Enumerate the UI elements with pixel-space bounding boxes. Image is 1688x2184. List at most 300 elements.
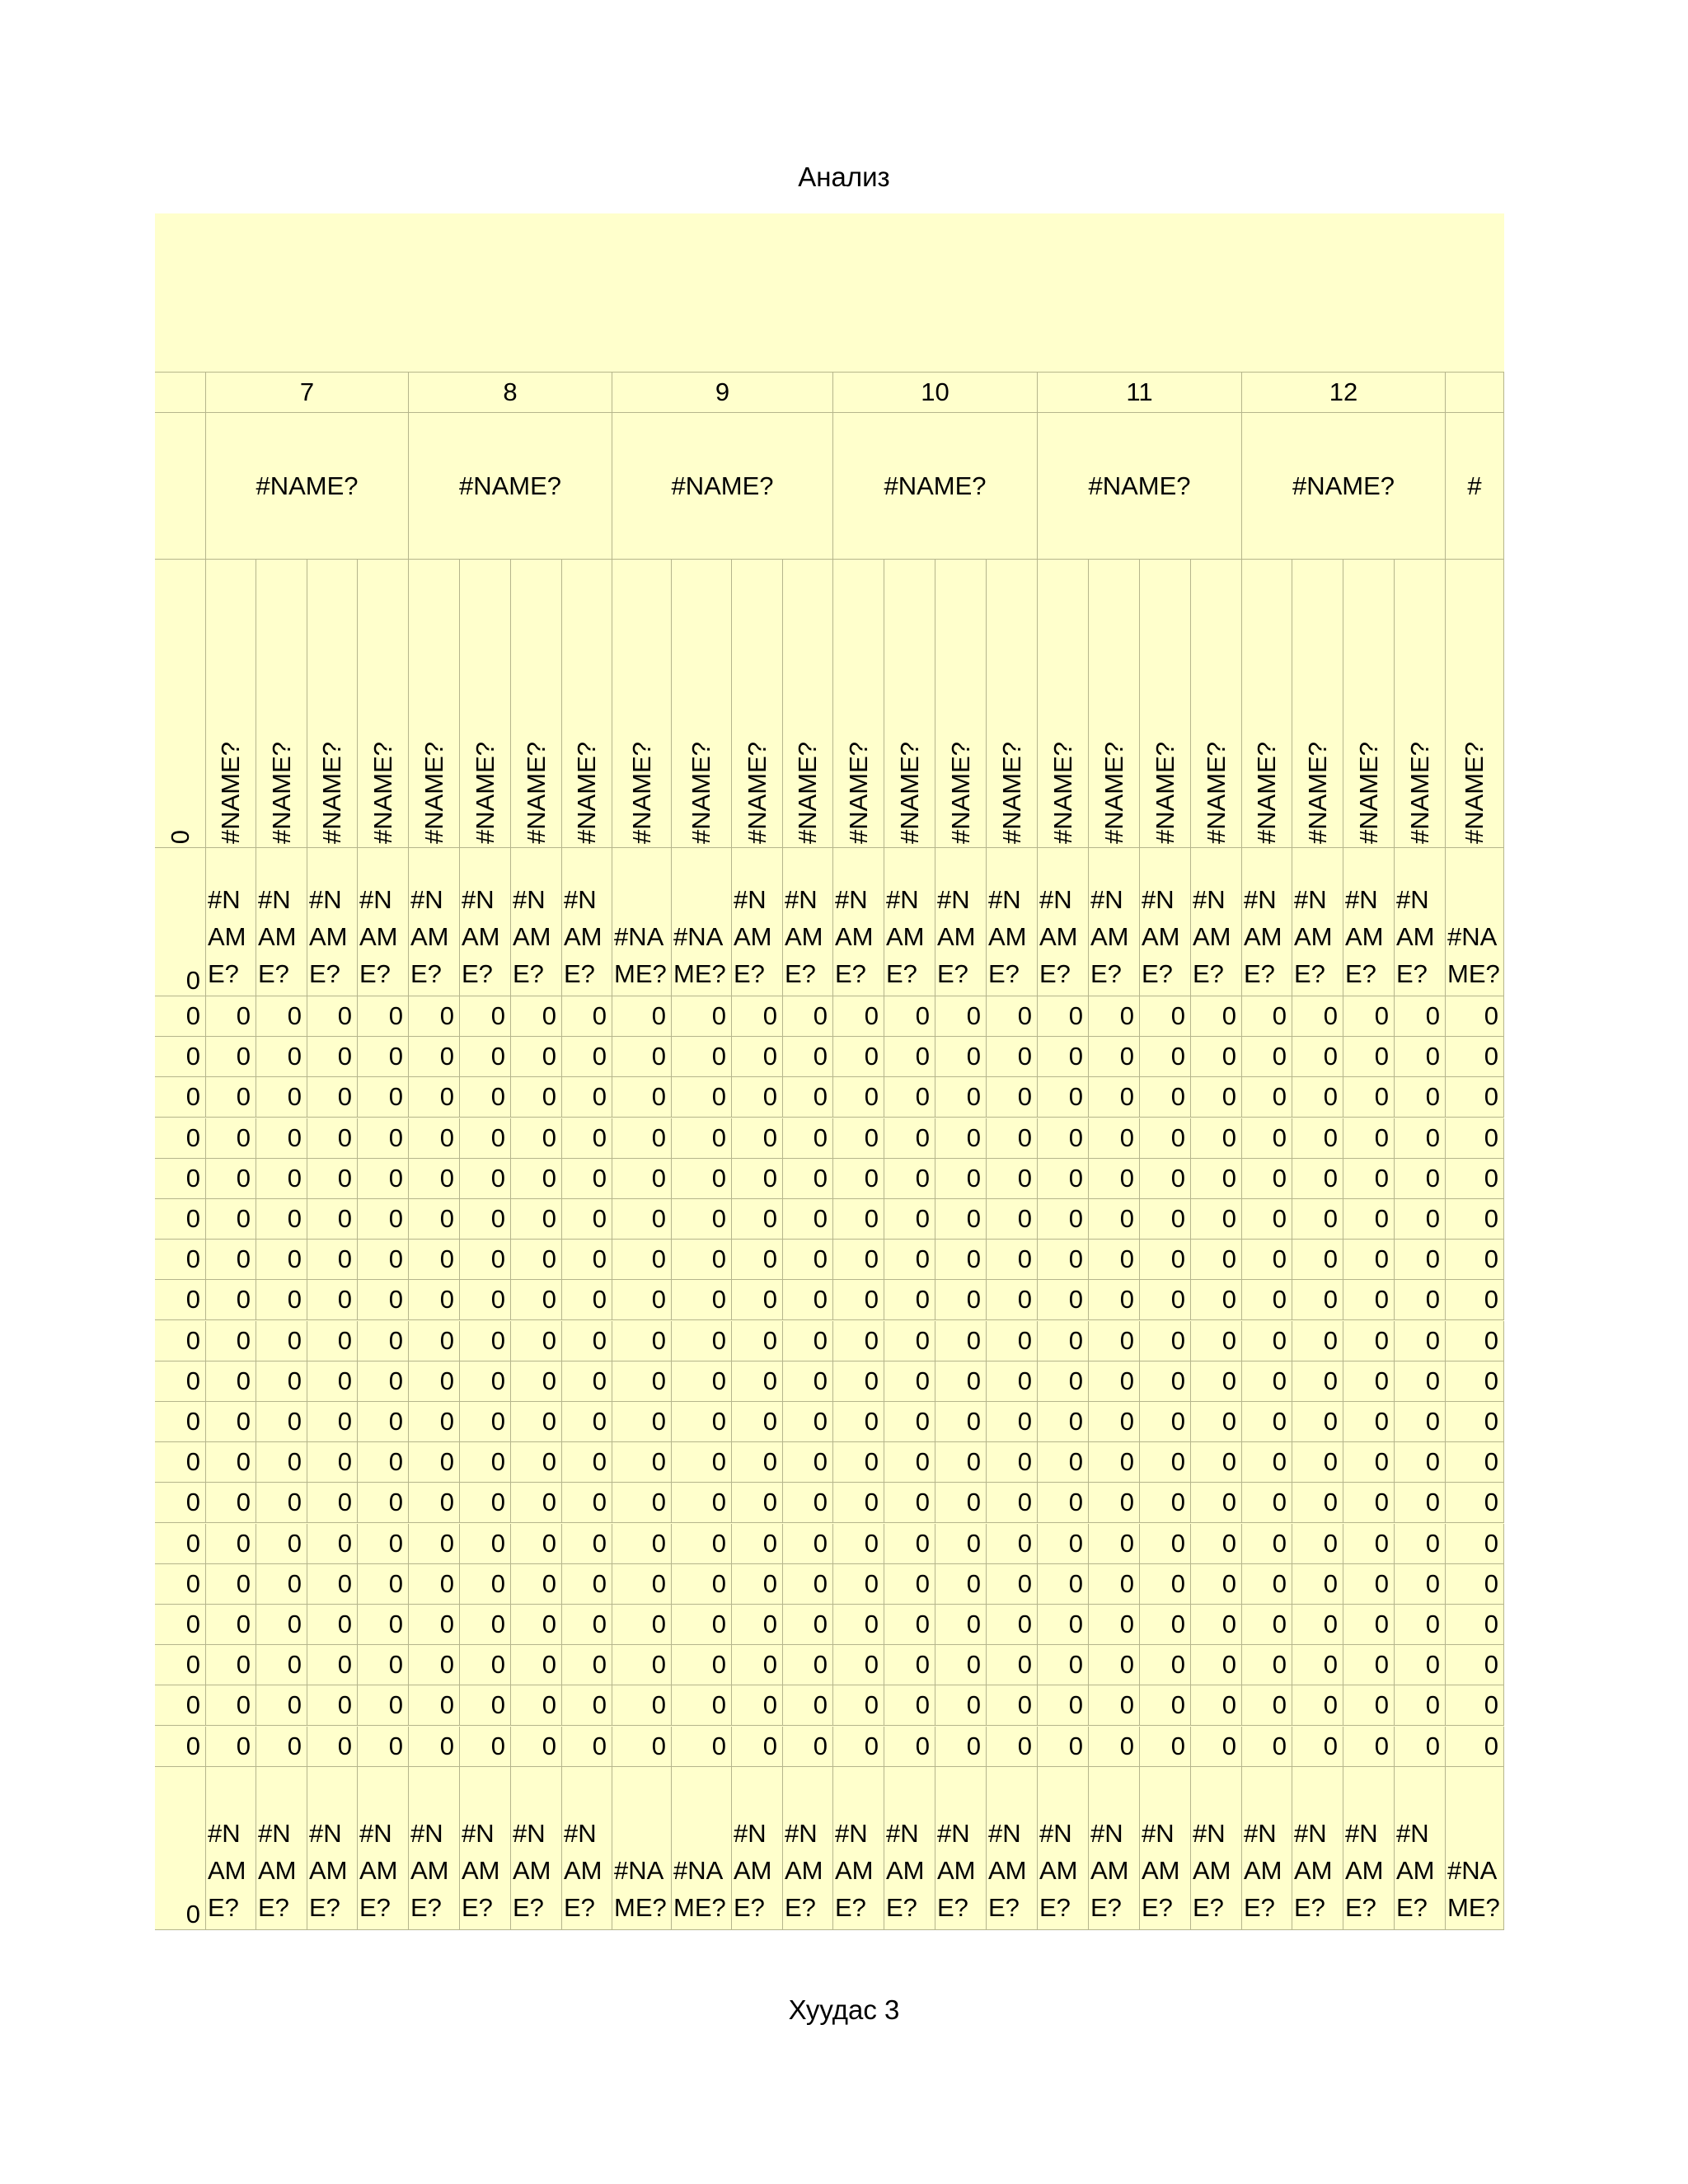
wrapped-header-cell[interactable]: #NAME? [732, 848, 783, 996]
table-cell[interactable]: 0 [672, 1118, 732, 1159]
table-cell[interactable]: 0 [460, 1199, 511, 1240]
table-cell[interactable]: 0 [1395, 996, 1446, 1037]
table-cell[interactable]: 0 [1242, 1402, 1292, 1442]
table-cell[interactable]: 0 [409, 1321, 460, 1361]
summary-cell[interactable]: #NAME? [1089, 1767, 1140, 1930]
table-cell[interactable]: 0 [307, 1524, 358, 1564]
table-cell[interactable]: 0 [612, 1483, 672, 1523]
table-cell[interactable]: 0 [1292, 1442, 1343, 1483]
table-cell[interactable]: 0 [987, 1280, 1038, 1320]
table-cell[interactable]: 0 [672, 1483, 732, 1523]
table-cell[interactable]: 0 [256, 1605, 307, 1645]
table-cell[interactable]: 0 [1191, 1280, 1242, 1320]
table-cell[interactable]: 0 [1292, 1118, 1343, 1159]
table-cell[interactable]: 0 [1292, 1645, 1343, 1685]
table-cell[interactable]: 0 [1242, 1321, 1292, 1361]
table-cell[interactable]: 0 [307, 1321, 358, 1361]
table-cell[interactable]: 0 [155, 1645, 206, 1685]
table-cell[interactable]: 0 [987, 1727, 1038, 1767]
table-cell[interactable]: 0 [1343, 1199, 1395, 1240]
table-cell[interactable]: 0 [511, 1524, 562, 1564]
wrapped-header-cell[interactable]: #NAME? [884, 848, 935, 996]
group-name-cell[interactable]: #NAME? [833, 413, 1038, 560]
group-number-cell[interactable]: 9 [612, 373, 833, 413]
table-cell[interactable]: 0 [987, 1159, 1038, 1199]
table-cell[interactable]: 0 [155, 1280, 206, 1320]
table-cell[interactable]: 0 [1191, 1402, 1242, 1442]
table-cell[interactable]: 0 [155, 1483, 206, 1523]
wrapped-header-cell[interactable]: #NAME? [987, 848, 1038, 996]
table-cell[interactable]: 0 [833, 1240, 884, 1280]
table-cell[interactable]: 0 [612, 1442, 672, 1483]
table-cell[interactable]: 0 [1140, 1199, 1191, 1240]
table-cell[interactable]: 0 [1191, 1564, 1242, 1605]
table-cell[interactable]: 0 [672, 1524, 732, 1564]
table-cell[interactable]: 0 [460, 1037, 511, 1077]
table-cell[interactable]: 0 [1343, 996, 1395, 1037]
table-cell[interactable]: 0 [1191, 1442, 1242, 1483]
table-cell[interactable]: 0 [206, 1483, 256, 1523]
table-cell[interactable]: 0 [612, 1077, 672, 1118]
table-cell[interactable]: 0 [783, 1524, 833, 1564]
rotated-header-cell[interactable] [884, 560, 935, 848]
table-cell[interactable]: 0 [1343, 1727, 1395, 1767]
group-number-cell[interactable]: 10 [833, 373, 1038, 413]
rotated-header-cell[interactable] [1242, 560, 1292, 848]
table-cell[interactable]: 0 [155, 1361, 206, 1402]
table-cell[interactable]: 0 [1038, 1361, 1089, 1402]
table-cell[interactable]: 0 [884, 1037, 935, 1077]
summary-cell[interactable]: #NAME? [884, 1767, 935, 1930]
table-cell[interactable]: 0 [1140, 1361, 1191, 1402]
table-cell[interactable]: 0 [1343, 1240, 1395, 1280]
table-cell[interactable]: 0 [562, 1321, 612, 1361]
table-cell[interactable]: 0 [1395, 1037, 1446, 1077]
table-cell[interactable]: 0 [1395, 1524, 1446, 1564]
table-cell[interactable]: 0 [460, 1727, 511, 1767]
table-cell[interactable]: 0 [256, 1321, 307, 1361]
table-cell[interactable]: 0 [672, 1442, 732, 1483]
table-cell[interactable]: 0 [562, 1199, 612, 1240]
rotated-header-cell[interactable] [1038, 560, 1089, 848]
rotated-header-cell[interactable] [1140, 560, 1191, 848]
table-cell[interactable]: 0 [987, 1321, 1038, 1361]
table-cell[interactable]: 0 [1343, 1118, 1395, 1159]
table-cell[interactable]: 0 [935, 1199, 987, 1240]
summary-cell[interactable]: #NAME? [1038, 1767, 1089, 1930]
table-cell[interactable]: 0 [409, 1280, 460, 1320]
table-cell[interactable]: 0 [1343, 1645, 1395, 1685]
table-cell[interactable]: 0 [732, 1037, 783, 1077]
table-cell[interactable]: 0 [1038, 996, 1089, 1037]
table-cell[interactable]: 0 [1191, 1645, 1242, 1685]
table-cell[interactable]: 0 [1292, 1727, 1343, 1767]
table-cell[interactable]: 0 [1395, 1685, 1446, 1726]
table-cell[interactable]: 0 [884, 1159, 935, 1199]
table-cell[interactable]: 0 [409, 1605, 460, 1645]
table-cell[interactable]: 0 [511, 1159, 562, 1199]
table-cell[interactable]: 0 [833, 1442, 884, 1483]
table-cell[interactable]: 0 [1446, 1605, 1504, 1645]
table-cell[interactable]: 0 [672, 996, 732, 1037]
table-cell[interactable]: 0 [1446, 1280, 1504, 1320]
table-cell[interactable]: 0 [460, 996, 511, 1037]
table-cell[interactable]: 0 [1038, 1402, 1089, 1442]
table-cell[interactable]: 0 [732, 1645, 783, 1685]
table-cell[interactable]: 0 [460, 1077, 511, 1118]
table-cell[interactable]: 0 [1395, 1199, 1446, 1240]
table-cell[interactable]: 0 [1140, 1159, 1191, 1199]
wrapped-header-cell[interactable]: #NAME? [1242, 848, 1292, 996]
table-cell[interactable]: 0 [884, 1564, 935, 1605]
table-cell[interactable]: 0 [884, 1402, 935, 1442]
table-cell[interactable]: 0 [409, 1564, 460, 1605]
table-cell[interactable]: 0 [307, 996, 358, 1037]
wrapped-header-cell[interactable]: #NAME? [511, 848, 562, 996]
table-cell[interactable]: 0 [1446, 996, 1504, 1037]
table-cell[interactable]: 0 [1343, 1685, 1395, 1726]
table-cell[interactable]: 0 [511, 1118, 562, 1159]
table-cell[interactable]: 0 [1292, 1361, 1343, 1402]
table-cell[interactable]: 0 [206, 1442, 256, 1483]
table-cell[interactable]: 0 [1038, 1159, 1089, 1199]
group-name-cell[interactable]: # [1446, 413, 1504, 560]
table-cell[interactable]: 0 [1140, 1118, 1191, 1159]
table-cell[interactable]: 0 [935, 1727, 987, 1767]
table-cell[interactable]: 0 [358, 1402, 409, 1442]
table-cell[interactable]: 0 [1191, 1524, 1242, 1564]
table-cell[interactable]: 0 [358, 1645, 409, 1685]
table-cell[interactable]: 0 [833, 1564, 884, 1605]
table-cell[interactable]: 0 [935, 1483, 987, 1523]
table-cell[interactable]: 0 [409, 1645, 460, 1685]
table-cell[interactable]: 0 [1242, 996, 1292, 1037]
table-cell[interactable]: 0 [256, 1240, 307, 1280]
table-cell[interactable]: 0 [1395, 1159, 1446, 1199]
table-cell[interactable]: 0 [1191, 1727, 1242, 1767]
table-cell[interactable]: 0 [562, 1483, 612, 1523]
table-cell[interactable]: 0 [1395, 1727, 1446, 1767]
table-cell[interactable]: 0 [409, 1442, 460, 1483]
table-cell[interactable]: 0 [672, 1280, 732, 1320]
rotated-header-cell[interactable] [833, 560, 884, 848]
table-cell[interactable]: 0 [1343, 1483, 1395, 1523]
table-cell[interactable]: 0 [511, 1280, 562, 1320]
table-cell[interactable]: 0 [935, 1524, 987, 1564]
table-cell[interactable]: 0 [562, 1361, 612, 1402]
table-cell[interactable]: 0 [833, 1524, 884, 1564]
table-cell[interactable]: 0 [1140, 1077, 1191, 1118]
wrapped-header-cell[interactable]: #NAME? [935, 848, 987, 996]
table-cell[interactable]: 0 [935, 1685, 987, 1726]
wrapped-header-cell[interactable]: #NAME? [1343, 848, 1395, 996]
table-cell[interactable]: 0 [884, 1645, 935, 1685]
table-cell[interactable]: 0 [358, 1442, 409, 1483]
summary-cell[interactable]: #NAME? [672, 1767, 732, 1930]
table-cell[interactable]: 0 [1089, 1280, 1140, 1320]
table-cell[interactable]: 0 [833, 1483, 884, 1523]
table-cell[interactable]: 0 [307, 1240, 358, 1280]
table-cell[interactable]: 0 [732, 1280, 783, 1320]
table-cell[interactable]: 0 [1446, 1442, 1504, 1483]
wrapped-header-cell[interactable]: #NAME? [1395, 848, 1446, 996]
rotated-header-cell[interactable] [612, 560, 672, 848]
table-cell[interactable]: 0 [1191, 1199, 1242, 1240]
table-cell[interactable]: 0 [307, 1361, 358, 1402]
table-cell[interactable]: 0 [358, 1564, 409, 1605]
table-cell[interactable]: 0 [562, 1605, 612, 1645]
wrapped-header-cell[interactable]: #NAME? [307, 848, 358, 996]
table-cell[interactable]: 0 [460, 1402, 511, 1442]
table-cell[interactable]: 0 [1038, 1605, 1089, 1645]
table-cell[interactable]: 0 [935, 1605, 987, 1645]
table-cell[interactable]: 0 [1395, 1605, 1446, 1645]
table-cell[interactable]: 0 [833, 1199, 884, 1240]
table-cell[interactable]: 0 [935, 1240, 987, 1280]
table-cell[interactable]: 0 [783, 1564, 833, 1605]
table-cell[interactable]: 0 [155, 1321, 206, 1361]
table-cell[interactable]: 0 [1292, 1483, 1343, 1523]
table-cell[interactable]: 0 [307, 1118, 358, 1159]
table-cell[interactable]: 0 [1242, 1727, 1292, 1767]
summary-cell[interactable]: #NAME? [783, 1767, 833, 1930]
table-cell[interactable]: 0 [562, 1077, 612, 1118]
table-cell[interactable]: 0 [206, 996, 256, 1037]
table-cell[interactable]: 0 [409, 1199, 460, 1240]
table-cell[interactable]: 0 [833, 1361, 884, 1402]
table-cell[interactable]: 0 [511, 1077, 562, 1118]
rotated-header-cell[interactable] [460, 560, 511, 848]
table-cell[interactable]: 0 [1089, 1524, 1140, 1564]
table-cell[interactable]: 0 [256, 1685, 307, 1726]
table-cell[interactable]: 0 [511, 1402, 562, 1442]
table-cell[interactable]: 0 [1038, 1483, 1089, 1523]
table-cell[interactable]: 0 [672, 1605, 732, 1645]
summary-cell[interactable]: #NAME? [256, 1767, 307, 1930]
table-cell[interactable]: 0 [155, 1118, 206, 1159]
table-cell[interactable]: 0 [307, 1483, 358, 1523]
table-cell[interactable]: 0 [612, 1118, 672, 1159]
table-cell[interactable]: 0 [833, 1645, 884, 1685]
table-cell[interactable]: 0 [511, 1564, 562, 1605]
table-cell[interactable]: 0 [1446, 1645, 1504, 1685]
table-cell[interactable]: 0 [612, 1280, 672, 1320]
table-cell[interactable]: 0 [358, 996, 409, 1037]
table-cell[interactable]: 0 [783, 1199, 833, 1240]
table-cell[interactable]: 0 [307, 1280, 358, 1320]
summary-cell[interactable]: #NAME? [1292, 1767, 1343, 1930]
table-cell[interactable]: 0 [1446, 1037, 1504, 1077]
table-cell[interactable]: 0 [1089, 1685, 1140, 1726]
table-cell[interactable]: 0 [1343, 1321, 1395, 1361]
table-cell[interactable]: 0 [1292, 1280, 1343, 1320]
table-cell[interactable]: 0 [1191, 1240, 1242, 1280]
table-cell[interactable]: 0 [460, 1605, 511, 1645]
table-cell[interactable]: 0 [1089, 1483, 1140, 1523]
rotated-header-cell[interactable] [358, 560, 409, 848]
rotated-header-cell[interactable] [1191, 560, 1242, 848]
summary-cell[interactable]: #NAME? [307, 1767, 358, 1930]
table-cell[interactable]: 0 [1292, 1524, 1343, 1564]
table-cell[interactable]: 0 [732, 1240, 783, 1280]
table-cell[interactable]: 0 [358, 1118, 409, 1159]
table-cell[interactable]: 0 [884, 1321, 935, 1361]
table-cell[interactable]: 0 [1140, 1321, 1191, 1361]
table-cell[interactable]: 0 [987, 1685, 1038, 1726]
table-cell[interactable]: 0 [783, 1118, 833, 1159]
rotated-header-cell[interactable] [1089, 560, 1140, 848]
table-cell[interactable]: 0 [307, 1685, 358, 1726]
table-cell[interactable]: 0 [1089, 1564, 1140, 1605]
table-cell[interactable]: 0 [1191, 1077, 1242, 1118]
table-cell[interactable]: 0 [1242, 1361, 1292, 1402]
table-cell[interactable]: 0 [409, 996, 460, 1037]
table-cell[interactable]: 0 [307, 1077, 358, 1118]
group-name-cell[interactable]: #NAME? [409, 413, 612, 560]
table-cell[interactable]: 0 [1038, 1199, 1089, 1240]
table-cell[interactable]: 0 [1191, 1321, 1242, 1361]
rotated-header-cell[interactable] [1343, 560, 1395, 848]
table-cell[interactable]: 0 [1038, 1645, 1089, 1685]
table-cell[interactable]: 0 [987, 1483, 1038, 1523]
table-cell[interactable]: 0 [1242, 1037, 1292, 1077]
table-cell[interactable]: 0 [511, 1037, 562, 1077]
table-cell[interactable]: 0 [987, 1077, 1038, 1118]
table-cell[interactable]: 0 [206, 1605, 256, 1645]
table-cell[interactable]: 0 [1089, 1118, 1140, 1159]
table-cell[interactable]: 0 [612, 1199, 672, 1240]
table-cell[interactable]: 0 [672, 1685, 732, 1726]
table-cell[interactable]: 0 [155, 1605, 206, 1645]
summary-cell[interactable]: #NAME? [612, 1767, 672, 1930]
table-cell[interactable]: 0 [833, 1118, 884, 1159]
table-cell[interactable]: 0 [612, 1037, 672, 1077]
table-cell[interactable]: 0 [460, 1564, 511, 1605]
table-cell[interactable]: 0 [1089, 1605, 1140, 1645]
table-cell[interactable]: 0 [935, 1159, 987, 1199]
summary-cell[interactable]: #NAME? [1242, 1767, 1292, 1930]
table-cell[interactable]: 0 [307, 1727, 358, 1767]
wrapped-header-cell[interactable]: #NAME? [1038, 848, 1089, 996]
table-cell[interactable]: 0 [1089, 1727, 1140, 1767]
table-cell[interactable]: 0 [1446, 1321, 1504, 1361]
table-cell[interactable]: 0 [1242, 1442, 1292, 1483]
table-cell[interactable]: 0 [833, 1402, 884, 1442]
table-cell[interactable]: 0 [1191, 1037, 1242, 1077]
table-cell[interactable]: 0 [833, 1159, 884, 1199]
table-cell[interactable]: 0 [562, 1645, 612, 1685]
table-cell[interactable]: 0 [672, 1240, 732, 1280]
rotated-header-cell[interactable] [783, 560, 833, 848]
table-cell[interactable]: 0 [672, 1402, 732, 1442]
table-cell[interactable]: 0 [1446, 1199, 1504, 1240]
group-name-cell[interactable]: #NAME? [206, 413, 409, 560]
table-cell[interactable]: 0 [612, 1564, 672, 1605]
table-cell[interactable]: 0 [935, 1118, 987, 1159]
wrapped-header-cell[interactable]: #NAME? [206, 848, 256, 996]
table-cell[interactable]: 0 [884, 1280, 935, 1320]
table-cell[interactable]: 0 [460, 1240, 511, 1280]
table-cell[interactable]: 0 [562, 1240, 612, 1280]
table-cell[interactable]: 0 [1191, 1685, 1242, 1726]
table-cell[interactable]: 0 [1395, 1361, 1446, 1402]
table-cell[interactable]: 0 [732, 1524, 783, 1564]
group-number-cell[interactable] [1446, 373, 1504, 413]
table-cell[interactable]: 0 [1140, 1605, 1191, 1645]
table-cell[interactable]: 0 [511, 1727, 562, 1767]
table-cell[interactable]: 0 [935, 1321, 987, 1361]
table-cell[interactable]: 0 [1089, 1402, 1140, 1442]
wrapped-header-cell[interactable]: #NAME? [409, 848, 460, 996]
summary-cell[interactable]: #NAME? [562, 1767, 612, 1930]
table-cell[interactable]: 0 [1395, 1077, 1446, 1118]
table-cell[interactable]: 0 [1292, 996, 1343, 1037]
table-cell[interactable]: 0 [511, 1483, 562, 1523]
rotated-header-cell[interactable] [987, 560, 1038, 848]
table-cell[interactable]: 0 [1140, 1685, 1191, 1726]
table-cell[interactable]: 0 [155, 1564, 206, 1605]
table-cell[interactable]: 0 [206, 1727, 256, 1767]
table-cell[interactable]: 0 [1191, 1159, 1242, 1199]
table-cell[interactable]: 0 [1343, 1564, 1395, 1605]
table-cell[interactable]: 0 [1140, 1564, 1191, 1605]
table-cell[interactable]: 0 [1395, 1321, 1446, 1361]
table-cell[interactable]: 0 [1343, 1605, 1395, 1645]
table-cell[interactable]: 0 [1292, 1564, 1343, 1605]
table-cell[interactable]: 0 [1242, 1605, 1292, 1645]
table-cell[interactable]: 0 [256, 1645, 307, 1685]
table-cell[interactable]: 0 [1140, 1442, 1191, 1483]
table-cell[interactable]: 0 [409, 1685, 460, 1726]
table-cell[interactable]: 0 [460, 1442, 511, 1483]
table-cell[interactable]: 0 [1242, 1159, 1292, 1199]
table-cell[interactable]: 0 [1395, 1118, 1446, 1159]
table-cell[interactable]: 0 [1140, 1727, 1191, 1767]
table-cell[interactable]: 0 [155, 1077, 206, 1118]
table-cell[interactable]: 0 [833, 1077, 884, 1118]
table-cell[interactable]: 0 [833, 1605, 884, 1645]
table-cell[interactable]: 0 [307, 1159, 358, 1199]
table-cell[interactable]: 0 [1343, 1524, 1395, 1564]
table-cell[interactable]: 0 [884, 1483, 935, 1523]
table-cell[interactable]: 0 [511, 1605, 562, 1645]
table-cell[interactable]: 0 [206, 1280, 256, 1320]
table-cell[interactable]: 0 [206, 1118, 256, 1159]
table-cell[interactable]: 0 [1446, 1524, 1504, 1564]
rotated-header-cell[interactable] [1446, 560, 1504, 848]
table-cell[interactable]: 0 [460, 1483, 511, 1523]
table-cell[interactable]: 0 [987, 1199, 1038, 1240]
table-cell[interactable]: 0 [206, 1564, 256, 1605]
rotated-header-cell[interactable] [206, 560, 256, 848]
table-cell[interactable]: 0 [612, 996, 672, 1037]
table-cell[interactable]: 0 [732, 1564, 783, 1605]
table-cell[interactable]: 0 [307, 1037, 358, 1077]
rotated-header-cell[interactable] [672, 560, 732, 848]
table-cell[interactable]: 0 [987, 1118, 1038, 1159]
table-cell[interactable]: 0 [1038, 1037, 1089, 1077]
table-cell[interactable]: 0 [307, 1442, 358, 1483]
group-number-cell[interactable]: 11 [1038, 373, 1242, 413]
table-cell[interactable]: 0 [1395, 1402, 1446, 1442]
wrapped-header-cell[interactable]: #NAME? [1292, 848, 1343, 996]
table-cell[interactable]: 0 [256, 1199, 307, 1240]
table-cell[interactable]: 0 [612, 1727, 672, 1767]
table-cell[interactable]: 0 [1242, 1685, 1292, 1726]
table-cell[interactable]: 0 [1343, 1280, 1395, 1320]
table-cell[interactable]: 0 [358, 1727, 409, 1767]
table-cell[interactable]: 0 [562, 1564, 612, 1605]
